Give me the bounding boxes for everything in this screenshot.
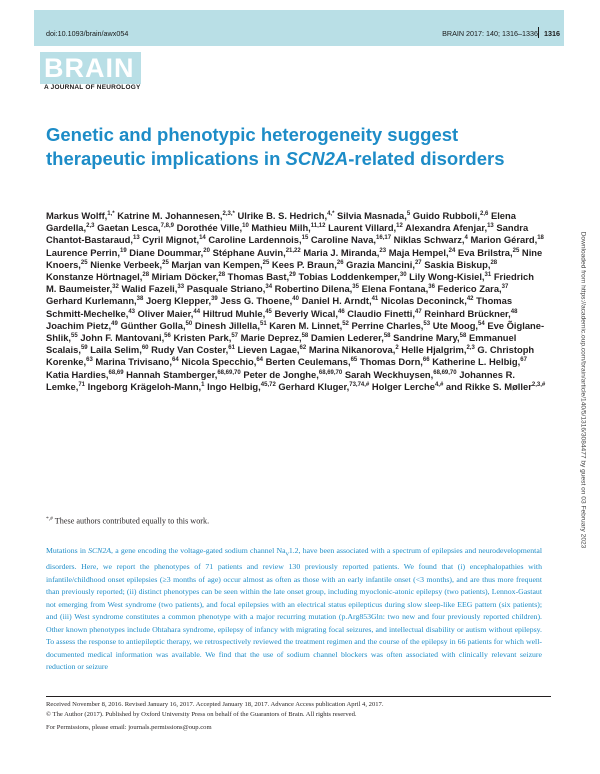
author-affiliation: 54 [478,320,485,327]
author [142,234,205,245]
author-affiliation: 2,3 [466,345,475,352]
author-affiliation: 59 [80,345,88,352]
abstract-text-1: Mutations in [46,546,89,555]
doi-label[interactable]: doi:10.1093/brain/awx054 [46,29,129,38]
brain-logo: BRAIN [40,52,141,84]
author-name: Daniel H. Arndt, [301,295,372,307]
author-name: Dorothée Ville, [176,222,243,234]
author-name: Robertino Dilena, [274,283,353,295]
author [208,234,308,245]
author-name: Maria J. Miranda, [303,246,380,258]
author-name: Jess G. Thoene, [220,295,293,307]
author-name: Caroline Lardennois, [208,234,302,246]
author-name: Marjan van Kempen, [171,258,263,270]
author-name: Claudio Finetti, [347,307,415,319]
author [90,259,169,270]
author-name: Marina Nikanorova, [308,344,396,356]
author-affiliation: 40 [292,296,299,303]
author [424,308,517,319]
abstract-subscript: v [285,550,289,558]
author [88,381,205,392]
author-name: Sandra Chantot-Bastaraud, [46,222,529,246]
author [121,283,184,294]
author-name: Joerg Klepper, [145,295,212,307]
author-name: Caroline Nava, [310,234,377,246]
author-affiliation: 56 [164,332,171,339]
author-name: Helle Hjalgrim, [401,344,467,356]
author [266,356,358,367]
author-affiliation: 36 [428,284,435,291]
author-affiliation: 2,3,* [222,210,235,217]
author-name: Günther Golla, [120,319,186,331]
author-affiliation: 64 [172,357,179,364]
author-name: Diane Doummar, [129,246,204,258]
author-name: Cyril Mignot, [142,234,200,246]
author-name: Pasquale Striano, [186,283,266,295]
author-affiliation: 68,69,70 [217,369,241,376]
author [46,369,124,380]
author-name: Konstanze Hörtnagel, [46,271,143,283]
author-affiliation: 65 [350,357,358,364]
download-watermark-text: Downloaded from https://academic.oup.com/brain/article/140/5/1316/3084477 by guest on 03 February 2023 [579,231,587,549]
author-affiliation: 2,3 [86,223,95,230]
author-affiliation: 50 [185,320,193,327]
author-name: Dinesh Jillella, [194,319,260,331]
author-affiliation: 41 [371,296,379,303]
author [311,332,391,343]
author [46,247,127,258]
author [129,247,210,258]
author [302,295,379,306]
author [381,295,474,306]
author [328,222,403,233]
author [275,283,359,294]
author-affiliation: 68,69,70 [433,369,457,376]
author-affiliation: 13 [132,235,140,242]
author-affiliation: 43 [128,308,136,315]
author [152,271,225,282]
header-separator [538,27,539,38]
author-affiliation: 25 [80,259,88,266]
author-affiliation: 71 [78,381,85,388]
author-affiliation: 2,3,# [531,381,546,388]
author [46,320,118,331]
title-part-2: -related disorders [348,148,505,169]
author-name: Hiltrud Muhle, [202,307,266,319]
received-dates: Received November 8, 2016. Revised January 16, 2017. Accepted January 18, 2017. Advance Access publication April 4, 2017. [46,701,384,708]
author [46,271,149,282]
author-name: Sarah Weckhuysen, [344,368,434,380]
author-name: Damien Lederer, [310,332,384,344]
author-name: Ute Moog, [432,319,479,331]
author-name: Thomas Bast, [227,271,290,283]
author [171,259,269,270]
author-affiliation: 33 [177,284,185,291]
author [409,271,491,282]
author [309,344,399,355]
author [173,332,238,343]
author-affiliation: 27 [414,259,422,266]
author-name: Gaetan Lesca, [97,222,161,234]
author-name: Ingo Helbig, [207,380,261,392]
author-affiliation: 19 [120,247,127,254]
author-affiliation: 7,8,9 [160,223,175,230]
author [95,356,178,367]
author-affiliation: 45,72 [260,381,276,388]
author-name: Walid Fazeli, [121,283,178,295]
author-name: John F. Mantovani, [80,332,165,344]
logo-subtitle: A JOURNAL OF NEUROLOGY [44,84,141,91]
author-affiliation: 12 [396,223,403,230]
author [203,308,272,319]
author-name: Ulrike B. S. Hedrich, [237,210,328,221]
author-name: Peter de Jonghe, [243,368,319,380]
author [220,295,299,306]
author-name: Alexandra Afenjar, [405,222,488,234]
author [432,356,527,367]
contrib-marks: *,# [46,516,53,522]
author [446,381,463,392]
author [251,222,325,233]
author [117,210,235,221]
author-name: Elena Gardella, [46,210,516,234]
author-affiliation: 46 [337,308,345,315]
author-affiliation: 52 [342,320,349,327]
author-name: Rikke S. Møller [465,380,532,392]
author-name: Kees P. Braun, [271,258,337,270]
author [471,234,544,245]
author-affiliation: 11,12 [310,223,326,230]
author-name: Lieven Lagae, [237,344,300,356]
journal-banner [34,10,564,46]
author-affiliation: 42 [466,296,474,303]
abstract-gene: SCN2A [88,546,112,555]
author [433,320,485,331]
author-affiliation: 25 [262,259,270,266]
author [424,259,497,270]
author [278,381,369,392]
author-affiliation: 39 [211,296,218,303]
equal-contribution-note [46,516,209,526]
author-name: Gerhard Kluger, [278,380,350,392]
author-affiliation: 49 [111,320,118,327]
author-name: and [445,380,463,392]
author-name: Katherine L. Helbig, [432,356,521,368]
author-name: Silvia Masnada, [337,210,407,221]
author-name: Federico Zara, [437,283,502,295]
author-name: Sandrine Mary, [393,332,460,344]
copyright-note: © The Author (2017). Published by Oxford University Press on behalf of the Guarantors of Brain. All rights reserved. [46,711,357,718]
author-affiliation: 15 [301,235,309,242]
author-name: Tobias Loddenkemper, [298,271,400,283]
author [389,247,456,258]
author-name: Stéphane Auvin, [212,246,286,258]
author [120,320,192,331]
author-affiliation: 44 [193,308,201,315]
author-name: Elena Fontana, [361,283,429,295]
author-affiliation: 13 [487,223,494,230]
author-affiliation: 14 [199,235,206,242]
author [298,271,406,282]
author-name: Nicolas Deconinck, [380,295,467,307]
author [274,308,344,319]
author [241,332,309,343]
author-affiliation: 29 [289,271,296,278]
author-name: Perrine Charles, [351,319,424,331]
author [303,247,386,258]
page-number: 1316 [544,29,560,38]
author-affiliation: 31 [484,271,492,278]
author-affiliation: 68,69 [108,369,124,376]
author-affiliation: 45 [265,308,272,315]
author-affiliation: 4 [464,235,468,242]
author [213,247,301,258]
author-affiliation: 51 [259,320,267,327]
author-affiliation: 26 [336,259,344,266]
author [187,283,272,294]
contrib-text: These authors contributed equally to this work. [54,516,210,526]
author [238,344,307,355]
author-name: Kristen Park, [173,332,232,344]
abstract [46,545,542,674]
author-name: Niklas Schwarz, [393,234,465,246]
author [243,369,342,380]
author [138,308,200,319]
author-name: Friedrich M. Baumeister, [46,271,534,295]
author-affiliation: 67 [520,357,527,364]
author-name: Lily Wong-Kisiel, [409,271,485,283]
author-affiliation: 5 [406,210,411,217]
author-affiliation: 68,69,70 [318,369,343,376]
author-affiliation: 38 [136,296,144,303]
author-affiliation: 4,* [327,210,335,217]
author-affiliation: 47 [415,308,422,315]
author-name: Katrine M. Johannesen, [117,210,223,221]
author-affiliation: 23 [379,247,387,254]
author-name: Gerhard Kurlemann, [46,295,137,307]
author-name: Eva Brilstra, [457,246,513,258]
author-name: Maja Hempel, [388,246,449,258]
author-name: Oliver Maier, [137,307,194,319]
author-affiliation: 28 [142,271,150,278]
author-affiliation: 62 [299,345,307,352]
author-affiliation: 25 [512,247,520,254]
author [228,271,296,282]
author-affiliation: 32 [112,284,119,291]
author-affiliation: 61 [228,345,235,352]
author-list [46,210,546,393]
abstract-text-2: , a gene encoding the voltage-gated sodium channel Na [111,546,286,555]
article-title [46,123,546,171]
author-affiliation: 58 [459,332,467,339]
author-affiliation: 48 [510,308,518,315]
author-name: Marina Trivisano, [95,356,173,368]
author-affiliation: 25 [162,259,169,266]
author-affiliation: 58 [383,332,391,339]
author-affiliation: 63 [86,357,93,364]
author-affiliation: 58 [301,332,309,339]
author-affiliation: 66 [422,357,430,364]
author-affiliation: 35 [352,284,359,291]
author [405,222,494,233]
author-name: Karen M. Linnet, [269,319,343,331]
author-affiliation: 55 [71,332,78,339]
author [372,381,443,392]
author [269,320,349,331]
author [362,283,435,294]
author-affiliation: 37 [501,284,509,291]
author-name: Ingeborg Krägeloh-Mann, [87,380,202,392]
author-affiliation: 4,# [434,381,444,388]
author [394,234,468,245]
author-affiliation: 21,22 [285,247,301,254]
author-name: Joachim Pietz, [46,319,112,331]
author [151,344,235,355]
author-affiliation: 2,6 [479,210,489,217]
author [311,234,391,245]
author [237,210,334,221]
author-name: Laila Selim, [90,344,142,356]
author [97,222,174,233]
author-affiliation: 1,* [107,210,115,217]
author [195,320,267,331]
author-name: Guido Rubboli, [412,210,480,221]
author-name: Laurent Villard, [328,222,397,234]
author [146,295,218,306]
author-affiliation: 18 [537,235,544,242]
author [177,222,249,233]
author [438,283,509,294]
author-affiliation: 2 [395,345,399,352]
author-name: Holger Lerche [371,380,435,392]
author-affiliation: 60 [141,345,149,352]
journal-citation: BRAIN 2017: 140; 1316–1336 [442,29,538,38]
author-name: Thomas Dorn, [359,356,423,368]
author [352,320,431,331]
author [347,308,421,319]
author-name: Reinhard Brückner, [424,307,511,319]
author-affiliation: 16,17 [376,235,392,242]
permissions-note: For Permissions, please email: journals.permissions@oup.com [46,724,212,731]
author-name: Miriam Döcker, [151,271,219,283]
author-affiliation: 28 [490,259,498,266]
author-name: Markus Wolff, [46,210,108,221]
author-affiliation: 57 [231,332,238,339]
author [337,210,410,221]
abstract-text-3: 1.2, have been associated with a spectrum of epilepsies and neurodevelopmental disorders. Here, we report the phenotypes of 71 patients and review 130 previously reported patients. We found that (i) encephalopathies with infantile/childhood onset epilepsies (≥3 months of age) occur almost as often as those with an early infantile onset (<3 months), and are thus more frequent than previously reported; (ii) distinct phenotypes can be seen within the late onset group, including myoclonic-atonic epilepsy (two patients), Lennox-Gastaut not emerging from West syndrome (two patients), and focal epilepsies with an electrical status epilepticus during slow sleep-like EEG pattern (six patients); and (iii) West syndrome constitutes a common phenotype with a major recurring mutation (p.Arg853Gln: two new and four previously reported children). Other known phenotypes include Ohtahara syndrome, epilepsy of infancy with migrating focal seizures, and intellectual disability or autism without epilepsy. To assess the response to antiepileptic therapy, we retrospectively reviewed the treatment regimen and the course of the epilepsy in 66 patients for which well-documented medical information was available. We find that the use of sodium channel blockers was often associated with clinically relevant seizure reduction or seizure [46,546,542,672]
author-name: Hannah Stamberger, [126,368,218,380]
author [46,210,115,221]
author-affiliation: 64 [256,357,264,364]
author-name: Nine Knoers, [46,246,543,270]
author-affiliation: 30 [399,271,407,278]
author-name: Saskia Biskup, [424,258,491,270]
author-name: G. Christoph Korenke, [46,344,535,368]
author [90,344,148,355]
author [458,247,519,258]
author [272,259,344,270]
author-affiliation: 20 [203,247,210,254]
author [207,381,276,392]
author-affiliation: 10 [242,223,249,230]
author-name: Johannes R. Lemke, [46,368,515,392]
title-part-1: Genetic and phenotypic heterogeneity suggest therapeutic implications in [46,124,459,169]
author-name: Thomas Schmitt-Mechelke, [46,295,513,319]
author-name: Berten Ceulemans, [265,356,351,368]
author-name: Beverly Wical, [274,307,338,319]
footer-divider [46,696,551,697]
download-watermark [576,200,590,580]
author [346,259,421,270]
author-affiliation: 53 [423,320,431,327]
author-name: Nicola Specchio, [181,356,257,368]
author-affiliation: 28 [218,271,226,278]
author [46,295,143,306]
author-affiliation: 24 [448,247,456,254]
author-name: Marie Deprez, [240,332,302,344]
author [126,369,241,380]
author-affiliation: 73,74,# [349,381,370,388]
author [413,210,489,221]
title-gene: SCN2A [285,148,349,169]
author [360,356,430,367]
author-name: Emmanuel Scalais, [46,332,517,356]
author-affiliation: 34 [265,284,273,291]
author [345,369,457,380]
author-name: Marion Gérard, [470,234,538,246]
author [80,332,171,343]
author-affiliation: 1 [201,381,205,388]
author-name: Rudy Van Coster, [151,344,229,356]
author [181,356,263,367]
author [393,332,466,343]
author-name: Grazia Mancini, [346,258,415,270]
author-name: Mathieu Milh, [251,222,311,234]
author-name: Katia Hardies, [46,368,109,380]
author-name: Laurence Perrin, [46,246,120,258]
author-name: Eve Õiglane-Shlik, [46,319,545,344]
author [401,344,474,355]
author [465,381,545,392]
author-name: Nienke Verbeek, [90,258,163,270]
